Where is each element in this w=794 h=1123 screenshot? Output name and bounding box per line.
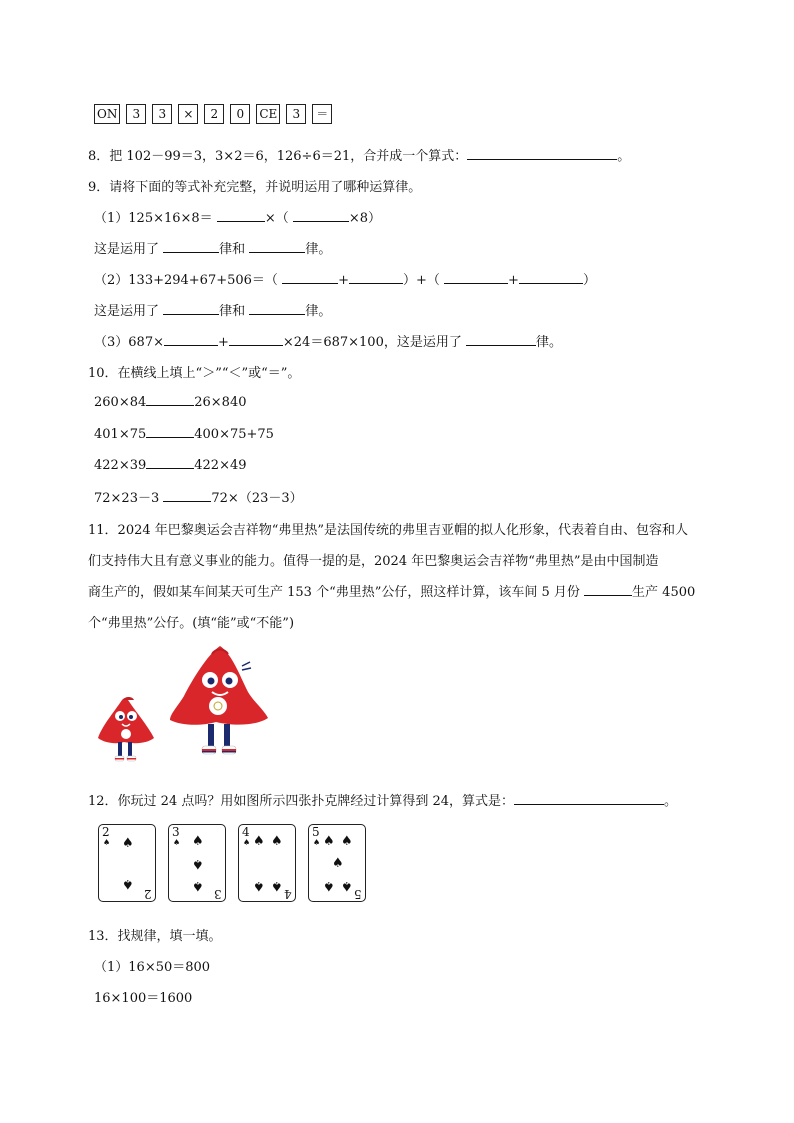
- playing-card-3: [168, 824, 226, 902]
- mascot-image: [92, 640, 274, 772]
- plus-sign: +: [508, 273, 519, 288]
- q9-part-2: [94, 269, 596, 288]
- spade-icon: ♠: [243, 838, 251, 847]
- q13-line-1: （1）16×50＝800: [94, 960, 211, 975]
- law-text: 律和: [219, 304, 246, 319]
- question-12: [88, 790, 677, 809]
- answer-blank[interactable]: [514, 792, 664, 805]
- spade-icon: ♠: [332, 856, 344, 871]
- q11-line-3: [88, 581, 695, 600]
- q9-p2-text: ）+（: [402, 273, 440, 288]
- key-0: 0: [230, 104, 250, 124]
- q9-p2-text: （2）133+294+67+506＝（: [94, 273, 278, 288]
- key-3: 3: [286, 104, 306, 124]
- spade-icon: ♠: [122, 876, 134, 891]
- key-2: 2: [204, 104, 224, 124]
- card-rank-inverted: 2: [144, 887, 152, 901]
- spade-icon: ♠: [122, 836, 134, 851]
- compare-left: 260×84: [94, 395, 147, 410]
- compare-row: [94, 393, 247, 410]
- key-ce: CE: [256, 104, 280, 124]
- compare-left: 422×39: [94, 458, 147, 473]
- answer-blank[interactable]: [466, 333, 536, 346]
- law-text: 这是运用了: [94, 304, 160, 319]
- q12-end: 。: [664, 794, 678, 809]
- answer-blank[interactable]: [217, 209, 265, 222]
- answer-blank[interactable]: [584, 583, 632, 596]
- playing-card-5: [308, 824, 366, 902]
- plus-sign: +: [338, 273, 349, 288]
- answer-blank[interactable]: [163, 302, 219, 315]
- compare-right: 26×840: [194, 395, 247, 410]
- plus-sign: +: [217, 335, 229, 350]
- q9-part-1: [94, 207, 381, 226]
- q11-line-4: 个“弗里热”公仔。(填“能”或“不能”): [88, 616, 295, 631]
- answer-blank[interactable]: [163, 489, 211, 502]
- q9-p1-text: （1）125×16×8＝: [94, 211, 213, 226]
- q9-title: 9．请将下面的等式补充完整，并说明运用了哪种运算律。: [88, 180, 422, 195]
- q13-line-2: 16×100＝1600: [94, 991, 193, 1006]
- spade-icon: ♠: [323, 834, 335, 849]
- q8-text: 8．把 102－99＝3，3×2＝6，126÷6＝21，合并成一个算式：: [88, 149, 468, 164]
- compare-row: [94, 487, 303, 506]
- small-mascot: [98, 697, 154, 761]
- q11-line-2: 们支持伟大且有意义事业的能力。值得一提的是，2024 年巴黎奥运会吉祥物“弗里热”是由中国制造: [88, 554, 659, 569]
- answer-blank[interactable]: [282, 271, 338, 284]
- answer-blank[interactable]: [146, 393, 194, 406]
- compare-row: [94, 456, 247, 473]
- card-rank-inverted: 5: [354, 887, 362, 901]
- key-3: 3: [126, 104, 146, 124]
- q11-text: 生产 4500: [632, 585, 696, 600]
- answer-blank[interactable]: [467, 147, 617, 160]
- card-rank: 2: [102, 825, 110, 839]
- q9-law-line-2: [94, 300, 331, 319]
- q9-p1-text: ×（: [264, 211, 289, 226]
- card-rank: 5: [312, 825, 320, 839]
- spade-icon: ♠: [192, 878, 204, 893]
- answer-blank[interactable]: [229, 333, 283, 346]
- spade-icon: ♠: [192, 834, 204, 849]
- card-rank: 3: [172, 825, 180, 839]
- answer-blank[interactable]: [146, 456, 194, 469]
- law-text: 律和: [219, 242, 246, 257]
- law-text: 这是运用了: [94, 242, 160, 257]
- law-text: 律。: [305, 242, 332, 257]
- playing-card-4: [238, 824, 296, 902]
- key-equals: ＝: [312, 104, 332, 124]
- spade-icon: ♠: [323, 878, 335, 893]
- q13-title: 13．找规律，填一填。: [88, 929, 222, 944]
- spade-icon: ♠: [341, 834, 353, 849]
- spade-icon: ♠: [313, 838, 321, 847]
- answer-blank[interactable]: [163, 240, 219, 253]
- q11-line-1: 11．2024 年巴黎奥运会吉祥物“弗里热”是法国传统的弗里吉亚帽的拟人化形象，代表着自由、包容和人: [88, 523, 689, 538]
- q10-title: 10．在横线上填上“＞”“＜”或“＝”。: [88, 366, 301, 381]
- spade-icon: ♠: [253, 834, 265, 849]
- q9-p1-text: ×8）: [348, 211, 382, 226]
- key-3: 3: [152, 104, 172, 124]
- spade-icon: ♠: [341, 878, 353, 893]
- q9-law-line-1: [94, 238, 331, 257]
- q9-p2-text: ）: [582, 273, 596, 288]
- spade-icon: ♠: [271, 878, 283, 893]
- playing-cards: [98, 824, 366, 902]
- playing-card-2: [98, 824, 156, 902]
- compare-right: 422×49: [194, 458, 247, 473]
- answer-blank[interactable]: [349, 271, 403, 284]
- q9-p3-text: 律。: [536, 335, 563, 350]
- q9-p3-text: （3）687×: [94, 335, 164, 350]
- key-on: ON: [94, 104, 120, 124]
- compare-left: 72×23－3: [94, 491, 160, 506]
- q11-text: 商生产的，假如某车间某天可生产 153 个“弗里热”公仔，照这样计算，该车间 5 月份: [88, 585, 580, 600]
- answer-blank[interactable]: [519, 271, 583, 284]
- spade-icon: ♠: [103, 838, 111, 847]
- answer-blank[interactable]: [249, 302, 305, 315]
- key-multiply: ×: [178, 104, 198, 124]
- q9-p3-text: ×24＝687×100，这是运用了: [282, 335, 462, 350]
- answer-blank[interactable]: [444, 271, 508, 284]
- question-8: [88, 145, 630, 164]
- q9-part-3: [94, 331, 562, 350]
- card-rank: 4: [242, 825, 250, 839]
- calculator-key-sequence: [94, 104, 332, 124]
- compare-right: 400×75+75: [194, 427, 274, 442]
- q8-end: 。: [617, 149, 631, 164]
- large-mascot: [170, 646, 268, 754]
- compare-row: [94, 425, 274, 442]
- compare-right: 72×（23－3）: [211, 491, 303, 506]
- spade-icon: ♠: [271, 834, 283, 849]
- answer-blank[interactable]: [164, 333, 218, 346]
- answer-blank[interactable]: [249, 240, 305, 253]
- compare-left: 401×75: [94, 427, 147, 442]
- card-rank-inverted: 3: [214, 887, 222, 901]
- law-text: 律。: [305, 304, 332, 319]
- answer-blank[interactable]: [146, 425, 194, 438]
- spade-icon: ♠: [253, 878, 265, 893]
- spade-icon: ♠: [192, 856, 204, 871]
- answer-blank[interactable]: [293, 209, 349, 222]
- card-rank-inverted: 4: [284, 887, 292, 901]
- spade-icon: ♠: [173, 838, 181, 847]
- q12-text: 12．你玩过 24 点吗？用如图所示四张扑克牌经过计算得到 24，算式是：: [88, 794, 515, 809]
